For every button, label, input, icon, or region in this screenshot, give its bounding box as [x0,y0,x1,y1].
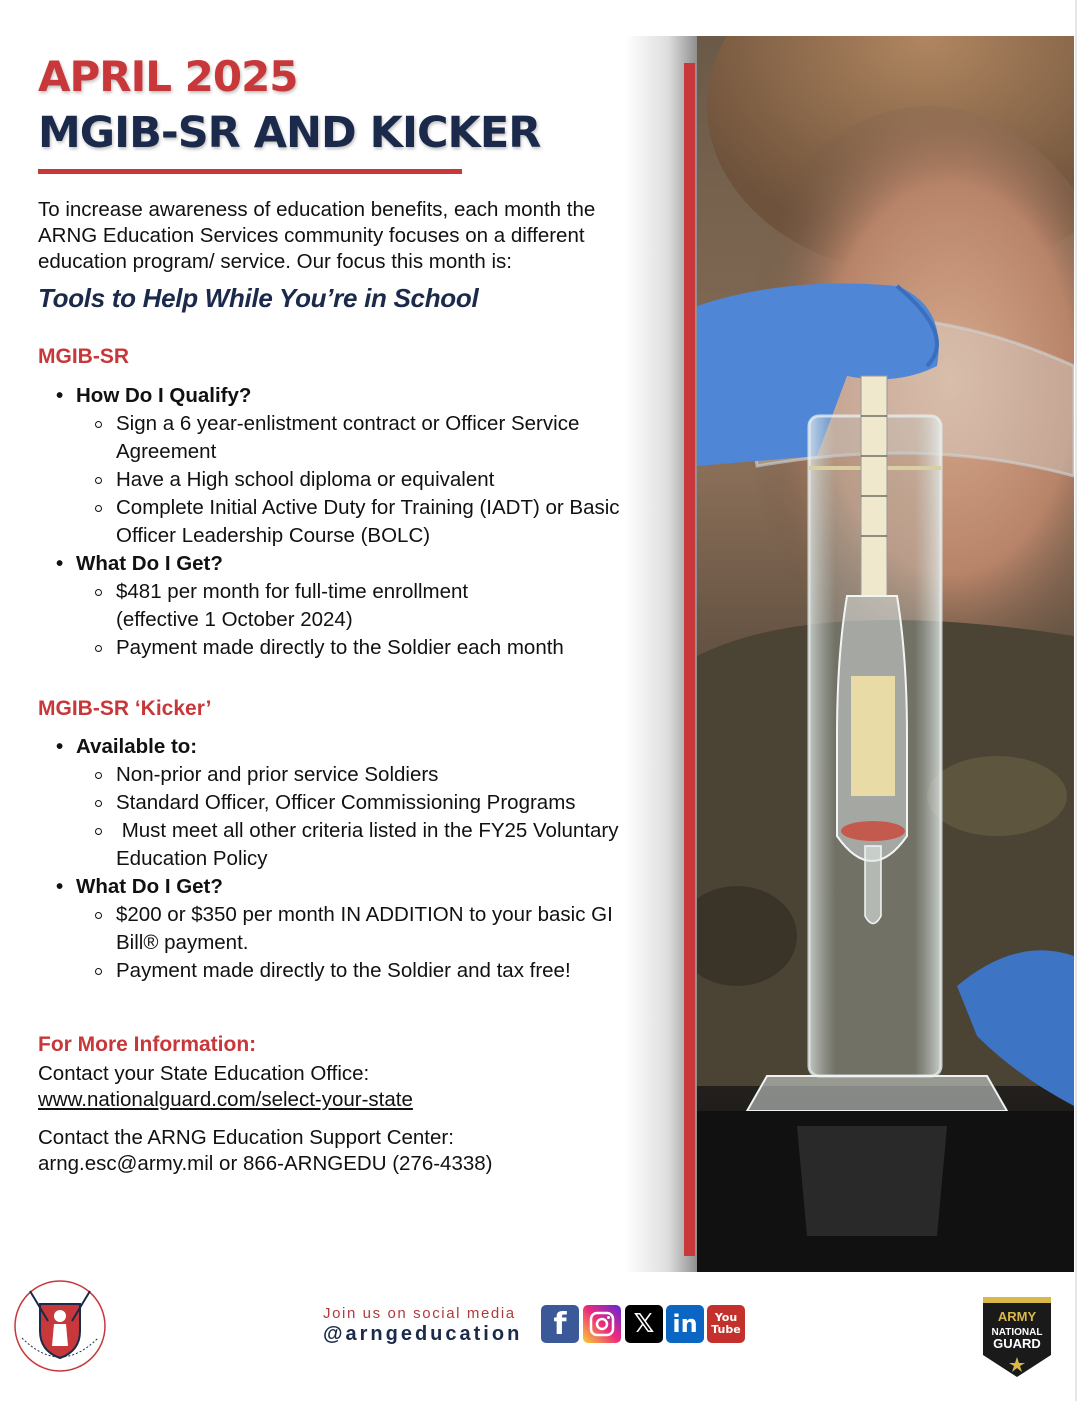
list-item: Have a High school diploma or equivalent [38,466,658,494]
linkedin-icon[interactable]: in [666,1305,704,1343]
lab-photo [697,36,1074,1272]
esc-contact-details: arng.esc@army.mil or 866-ARNGEDU (276-4338) [38,1152,493,1175]
intro-paragraph: To increase awareness of education benefits, each month the ARNG Education Services community focuses on a different education program/ service. Our focus this month is: [38,198,596,273]
mgib-heading: MGIB-SR [38,345,129,368]
youtube-icon-top: You [714,1311,738,1324]
svg-text:ARMY: ARMY [997,1309,1037,1324]
social-invite: Join us on social media [323,1305,516,1322]
esc-contact-label: Contact the ARNG Education Support Center: [38,1126,454,1149]
list-item-line: $481 per month for full-time enrollment [116,580,469,603]
page-month-title: APRIL 2025 [38,52,298,101]
social-handle[interactable]: @arngeducation [323,1323,523,1345]
state-contact [38,1061,658,1113]
list-item: Payment made directly to the Soldier each month [38,634,658,662]
state-contact-label: Contact your State Education Office: [38,1062,370,1085]
more-info-heading: For More Information: [38,1033,257,1056]
state-link[interactable]: www.nationalguard.com/select-your-state [38,1088,413,1111]
facebook-icon[interactable]: f [541,1305,579,1343]
education-services-seal [10,1276,110,1376]
army-national-guard-logo [979,1295,1055,1379]
kicker-heading: MGIB-SR ‘Kicker’ [38,697,212,720]
list-item: Complete Initial Active Duty for Training (IADT) or Basic Officer Leadership Course (BOLC) [38,494,658,550]
accent-bar [684,63,695,1256]
mgib-list [38,382,658,662]
x-icon[interactable]: 𝕏 [625,1305,663,1343]
list-item: Non-prior and prior service Soldiers [38,761,658,789]
page-title: MGIB-SR AND KICKER [38,108,541,158]
list-item: $200 or $350 per month IN ADDITION to your basic GI Bill® payment. [38,901,658,957]
youtube-icon[interactable] [707,1305,745,1343]
kicker-get-label: • What Do I Get? [38,873,658,901]
list-item: Sign a 6 year-enlistment contract or Officer Service Agreement [38,410,658,466]
list-item: Payment made directly to the Soldier and tax free! [38,957,658,985]
svg-text:GUARD: GUARD [993,1336,1041,1351]
focus-heading: Tools to Help While You’re in School [38,283,479,313]
instagram-icon[interactable] [583,1305,621,1343]
list-item: Standard Officer, Officer Commissioning Programs [38,789,658,817]
youtube-icon-bottom: Tube [711,1323,741,1336]
svg-text:NATIONAL: NATIONAL [991,1327,1043,1338]
get-label: • What Do I Get? [38,550,658,578]
esc-contact [38,1125,658,1177]
qualify-label: • How Do I Qualify? [38,382,658,410]
list-item-line: (effective 1 October 2024) [116,608,353,631]
kicker-list [38,733,658,985]
list-item: Must meet all other criteria listed in the FY25 Voluntary Education Policy [38,817,658,873]
available-label: • Available to: [38,733,658,761]
list-item [38,578,658,634]
title-underline [38,169,462,174]
